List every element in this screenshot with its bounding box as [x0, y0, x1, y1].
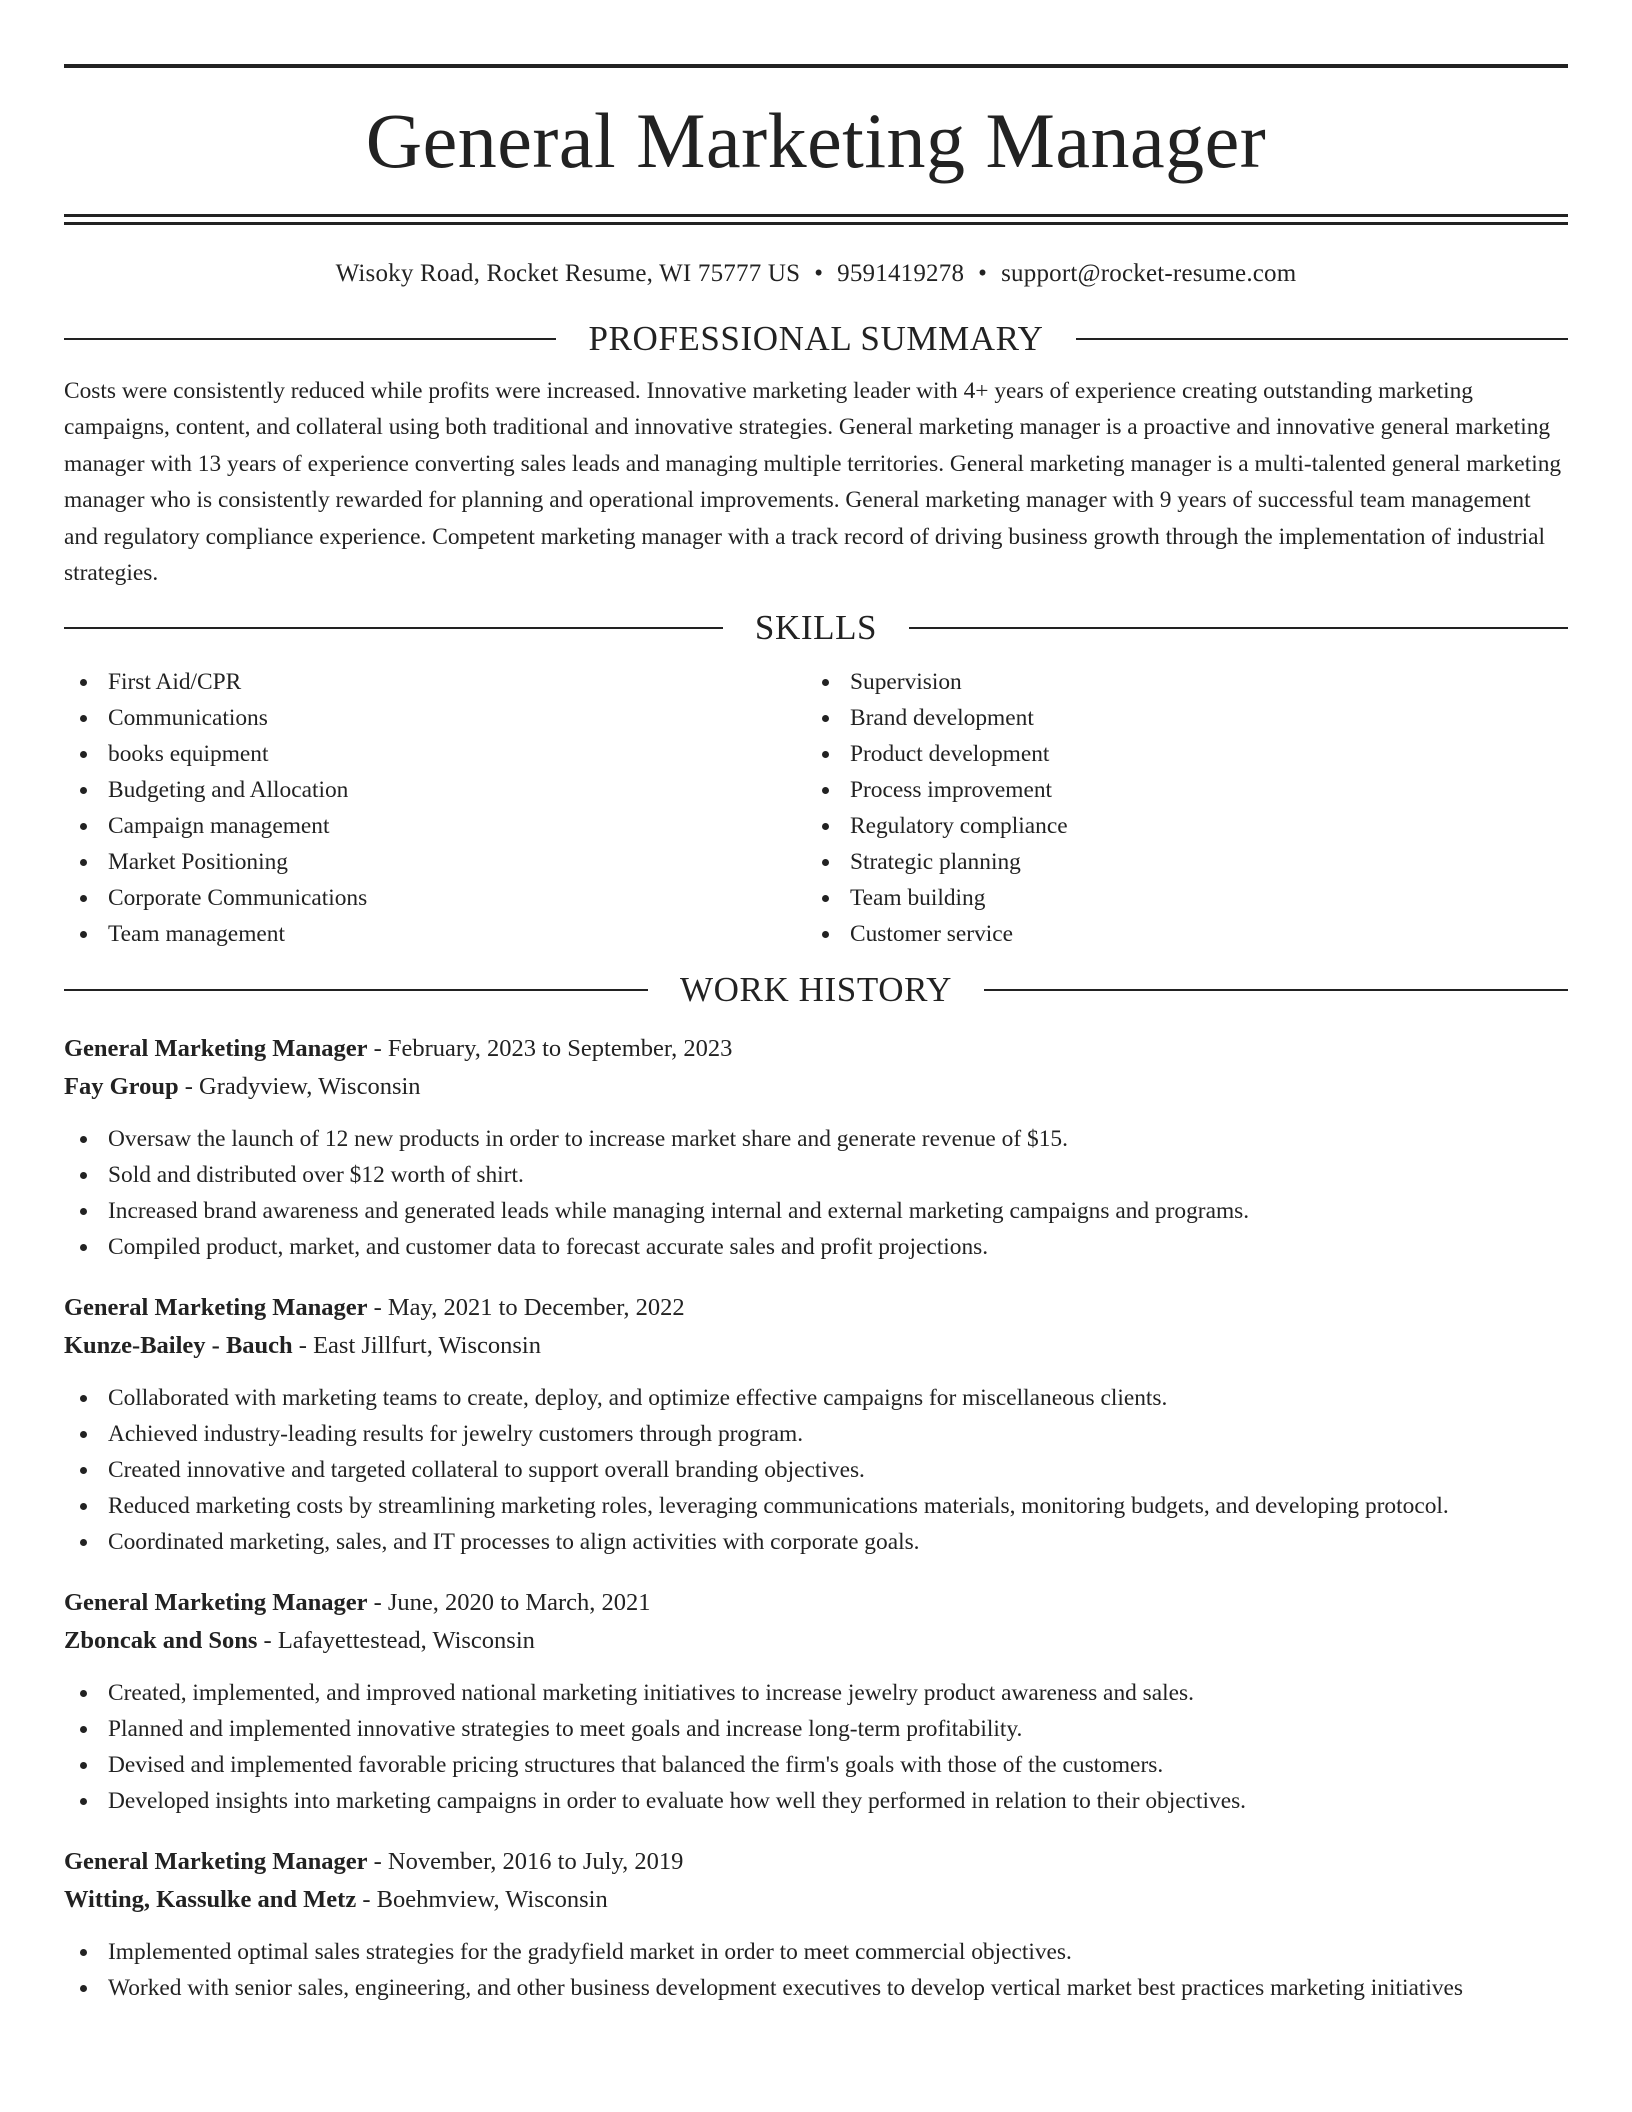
heading-rule-right [984, 989, 1568, 991]
skill-item: books equipment [64, 736, 806, 772]
skills-list [64, 664, 1568, 952]
duty-item: Developed insights into marketing campaigns in order to evaluate how well they performed in relation to their objectives. [64, 1783, 1568, 1819]
heading-rule-left [64, 989, 648, 991]
duty-item: Planned and implemented innovative strategies to meet goals and increase long-term profitability. [64, 1711, 1568, 1747]
job-dates: February, 2023 to September, 2023 [387, 1035, 733, 1063]
skills-column-right [806, 664, 1548, 952]
job-title-line: General Marketing Manager - February, 2023 to September, 2023 [64, 1035, 733, 1063]
heading-rule-left [64, 338, 556, 340]
job-entry [64, 1289, 1568, 1560]
name-double-rule [64, 214, 1568, 225]
contact-phone: 9591419278 [837, 260, 965, 287]
duty-item: Oversaw the launch of 12 new products in order to increase market share and generate revenue of $15. [64, 1121, 1568, 1157]
work-history-heading-title: WORK HISTORY [680, 970, 952, 1010]
skill-item: Supervision [806, 664, 1548, 700]
job-location: East Jillfurt, Wisconsin [313, 1332, 541, 1360]
duty-item: Increased brand awareness and generated leads while managing internal and external marketing campaigns and programs. [64, 1193, 1568, 1229]
duty-item: Devised and implemented favorable pricing structures that balanced the firm's goals with those of the customers. [64, 1747, 1568, 1783]
job-duties [64, 1934, 1568, 2006]
work-history-heading [64, 970, 1568, 1010]
job-location: Lafayettestead, Wisconsin [277, 1627, 535, 1655]
duty-item: Coordinated marketing, sales, and IT processes to align activities with corporate goals. [64, 1524, 1568, 1560]
job-company: Kunze-Bailey - Bauch [64, 1332, 293, 1360]
job-title: General Marketing Manager [64, 1294, 368, 1322]
skill-item: Team management [64, 916, 806, 952]
summary-heading [64, 319, 1568, 359]
job-location: Boehmview, Wisconsin [376, 1886, 608, 1914]
skill-item: Team building [806, 880, 1548, 916]
job-entry [64, 1030, 1568, 1265]
contact-separator: • [978, 260, 988, 287]
skill-item: Product development [806, 736, 1548, 772]
contact-address: Wisoky Road, Rocket Resume, WI 75777 US [335, 260, 801, 287]
summary-heading-title: PROFESSIONAL SUMMARY [588, 319, 1044, 358]
job-company: Fay Group [64, 1073, 179, 1101]
duty-item: Created innovative and targeted collateral to support overall branding objectives. [64, 1452, 1568, 1488]
heading-rule-right [909, 627, 1568, 629]
job-title-line: General Marketing Manager - May, 2021 to December, 2022 [64, 1294, 685, 1322]
duty-item: Compiled product, market, and customer data to forecast accurate sales and profit projections. [64, 1229, 1568, 1265]
job-company-line: Witting, Kassulke and Metz - Boehmview, Wisconsin [64, 1886, 608, 1914]
skill-item: Brand development [806, 700, 1548, 736]
duty-item: Sold and distributed over $12 worth of shirt. [64, 1157, 1568, 1193]
heading-rule-left [64, 627, 723, 629]
resume-page [64, 64, 1568, 2006]
skill-item: Regulatory compliance [806, 808, 1548, 844]
job-company-line: Zboncak and Sons - Lafayettestead, Wisconsin [64, 1627, 535, 1655]
job-title-line: General Marketing Manager - June, 2020 to March, 2021 [64, 1589, 651, 1617]
job-duties [64, 1675, 1568, 1819]
skill-item: Strategic planning [806, 844, 1548, 880]
job-entry [64, 1843, 1568, 2006]
resume-name: General Marketing Manager [365, 97, 1267, 184]
job-entry [64, 1584, 1568, 1819]
job-title: General Marketing Manager [64, 1848, 368, 1876]
contact-email: support@rocket-resume.com [1001, 260, 1297, 287]
job-title-line: General Marketing Manager - November, 2016 to July, 2019 [64, 1848, 684, 1876]
job-location: Gradyview, Wisconsin [199, 1073, 421, 1101]
skill-item: Campaign management [64, 808, 806, 844]
contact-separator: • [814, 260, 824, 287]
top-rule [64, 64, 1568, 68]
duty-item: Achieved industry-leading results for jewelry customers through program. [64, 1416, 1568, 1452]
skill-item: Communications [64, 700, 806, 736]
job-dates: May, 2021 to December, 2022 [387, 1294, 685, 1322]
contact-line [64, 259, 1568, 289]
duty-item: Implemented optimal sales strategies for the gradyfield market in order to meet commercial objectives. [64, 1934, 1568, 1970]
job-title: General Marketing Manager [64, 1035, 368, 1063]
skill-item: Budgeting and Allocation [64, 772, 806, 808]
job-duties [64, 1121, 1568, 1265]
skill-item: Process improvement [806, 772, 1548, 808]
duty-item: Worked with senior sales, engineering, and other business development executives to develop vertical market best practices marketing initiatives [64, 1970, 1568, 2006]
summary-text: Costs were consistently reduced while profits were increased. Innovative marketing leader with 4+ years of experience creating outstanding marketing campaigns, content, and collateral using both traditional and innovative strategies. General marketing manager is a proactive and innovative general marketing manager with 13 years of experience converting sales leads and managing multiple territories. General marketing manager is a multi-talented general marketing manager who is consistently rewarded for planning and operational improvements. General marketing manager with 9 years of successful team management and regulatory compliance experience. Competent marketing manager with a track record of driving business growth through the implementation of industrial strategies. [64, 378, 1562, 587]
duty-item: Collaborated with marketing teams to create, deploy, and optimize effective campaigns for miscellaneous clients. [64, 1380, 1568, 1416]
skill-item: Market Positioning [64, 844, 806, 880]
skill-item: Customer service [806, 916, 1548, 952]
skill-item: First Aid/CPR [64, 664, 806, 700]
skill-item: Corporate Communications [64, 880, 806, 916]
job-company-line: Kunze-Bailey - Bauch - East Jillfurt, Wisconsin [64, 1332, 541, 1360]
skills-heading-title: SKILLS [754, 608, 878, 648]
job-company: Zboncak and Sons [64, 1627, 258, 1655]
heading-rule-right [1076, 338, 1568, 340]
duty-item: Reduced marketing costs by streamlining marketing roles, leveraging communications materials, monitoring budgets, and developing protocol. [64, 1488, 1568, 1524]
skills-heading [64, 608, 1568, 648]
job-company: Witting, Kassulke and Metz [64, 1886, 357, 1914]
job-company-line: Fay Group - Gradyview, Wisconsin [64, 1073, 421, 1101]
job-dates: June, 2020 to March, 2021 [387, 1589, 651, 1617]
skills-column-left [64, 664, 806, 952]
duty-item: Created, implemented, and improved national marketing initiatives to increase jewelry product awareness and sales. [64, 1675, 1568, 1711]
job-title: General Marketing Manager [64, 1589, 368, 1617]
job-dates: November, 2016 to July, 2019 [387, 1848, 684, 1876]
job-duties [64, 1380, 1568, 1560]
